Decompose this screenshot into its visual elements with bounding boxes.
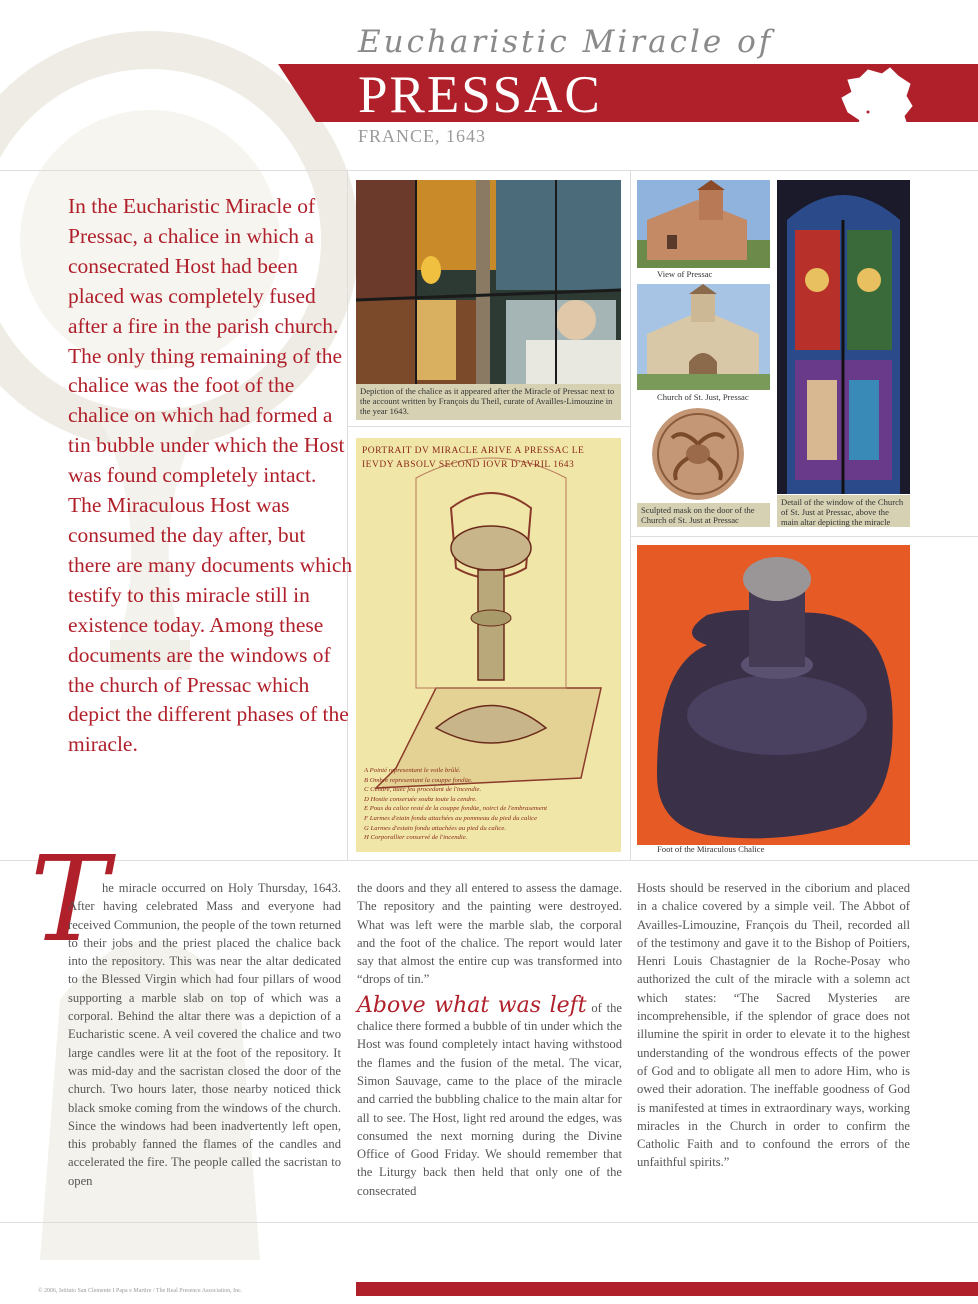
legend-line: F Larmes d'etain fondu attachées au pommeau du pied du calice: [364, 814, 538, 822]
church-caption: Church of St. Just, Pressac: [657, 392, 749, 402]
header-divider: [0, 170, 978, 171]
window-caption: Detail of the window of the Church of St. Just at Pressac, above the main altar depicting the miracle: [777, 495, 910, 527]
mask-caption: Sculpted mask on the door of the Church of St. Just at Pressac: [637, 503, 770, 527]
legend-line: D Hostie conseruée soubz toute la cendre.: [364, 795, 477, 803]
church-window-photo: [777, 180, 910, 494]
legend-line: H Corporallier conservé de l'incendie.: [364, 834, 468, 842]
script-title: Eucharistic Miracle of: [358, 24, 774, 60]
copyright-footer: © 2006, Istituto San Clemente I Papa e Martire / The Real Presence Association, Inc.: [38, 1288, 243, 1294]
intro-text: In the Eucharistic Miracle of Pressac, a chalice in which a consecrated Host had been placed was completely fused after a fire in the parish church. The only thing remaining of the chalice was the foot of the chalice on which had formed a tin bubble under which the Host was found completely intact. The Miraculous Host was consumed the day after, but there are many documents which testify to this miracle still in existence today. Among these documents are the windows of the church of Pressac which depict the different phases of the miracle.: [68, 194, 353, 757]
pull-quote: Above what was left: [357, 992, 587, 1018]
view-of-pressac-photo: [637, 180, 770, 268]
article-column-3: [637, 879, 910, 1172]
engraving-heading-1: PORTRAIT DV MIRACLE ARIVÉ A PRESSAC LE: [362, 446, 585, 456]
page-title: PRESSAC: [358, 66, 602, 124]
image-grid-divider-b: [630, 536, 978, 537]
article-col3-text: Hosts should be reserved in the ciborium and placed in a chalice covered by a simple veil. The Abbot of Availles-Limouzine, François du Theil, recorded all of the testimony and gave it to the Bishop of Poitiers, Henri Louis Chastagnier de la Roche-Posay who authorized the cult of the miracle with a solemn act which states: “The Sacred Mysteries are incomprehensible, if the splendor of grace does not illumine the spirit in order to elevate it to the highest understanding of the wondrous effects of the power of God and to obligate all men to adore Him, who is owed their adoration. The ineffable goodness of God is manifested at times in extraordinary ways, working miracles in the Church in order to confirm the Catholic Faith and to confound the errors of the unfaithful spirits.”: [637, 881, 910, 1170]
chalice-foot-photo: [637, 545, 910, 845]
legend-line: A Pointé representant le voile brûlé.: [364, 767, 461, 774]
article-col2-text-a: the doors and they all entered to assess the damage. The repository and the painting were destroyed. What was left were the marble slab, the corporal and the foot of the chalice. The report would later say that almost the entire cup was transformed into “drops of tin.”: [357, 881, 622, 987]
footer-divider: [0, 1222, 978, 1223]
church-st-just-photo: [637, 284, 770, 390]
sculpted-mask-photo: [652, 408, 744, 500]
section-divider: [0, 860, 978, 861]
article-column-1: [68, 879, 341, 1190]
image-grid-divider-a: [347, 426, 630, 427]
engraving-document: [356, 438, 621, 852]
legend-line: B Ombre representant la couppe fondüe.: [364, 776, 473, 784]
engraving-heading-2: IEVDY ABSOLV SECOND IOVR D'AVRIL 1643: [362, 460, 575, 470]
column-divider-2: [630, 170, 631, 860]
legend-line: C Cendre, auec feu procedant de l'incendie.: [364, 786, 482, 794]
footer-red-band: [356, 1282, 978, 1296]
stained-glass-caption: Depiction of the chalice as it appeared after the Miracle of Pressac next to the account written by François du Theil, curate of Availles-Limouzine in the year 1643.: [356, 384, 621, 420]
article-column-2: [357, 879, 622, 1200]
legend-line: G Larmes d'estain fondu attachées au pied du calice.: [364, 824, 507, 832]
article-col1-text: he miracle occurred on Holy Thursday, 1643. After having celebrated Mass and everyone had received Communion, the people of the town returned to their jobs and the priest placed the chalice back into the repository. This was near the altar dedicated to the Blessed Virgin which had four pillars of wood supporting a marble slab on top of which was a corporal. Behind the altar there was a depiction of a Eucharistic scene. A veil covered the chalice and two large candles were lit at the foot of the repository. It was mid-day and the sacristan closed the door of the church. Two hours later, those nearby noticed thick black smoke coming from the windows of the church. Since the windows had been inadvertently left open, this probably fanned the flames of the candles and accelerated the fire. The people called the sacristan to open: [68, 881, 341, 1188]
article-col2-text-b: of the chalice there formed a bubble of tin under which the Host was found completely intact having withstood the flames and the fusion of the metal. The vicar, Simon Sauvage, came to the place of the miracle and carried the bubbling chalice to the main altar for all to see. The Host, light red around the edges, was consumed the next morning during the Divine Office of Good Friday. We should remember that the Liturgy back then held that only one of the consecrated: [357, 1000, 622, 1198]
drop-cap: T: [30, 830, 109, 968]
engraving-legend: [364, 766, 616, 843]
location-date: FRANCE, 1643: [358, 126, 487, 146]
chalice-foot-caption: Foot of the Miraculous Chalice: [657, 844, 765, 854]
france-map-icon: [838, 66, 918, 150]
legend-line: E Pous du calice resté de la couppe fondüe, noirci de l'embrasement: [364, 805, 547, 813]
view-caption: View of Pressac: [657, 269, 713, 279]
